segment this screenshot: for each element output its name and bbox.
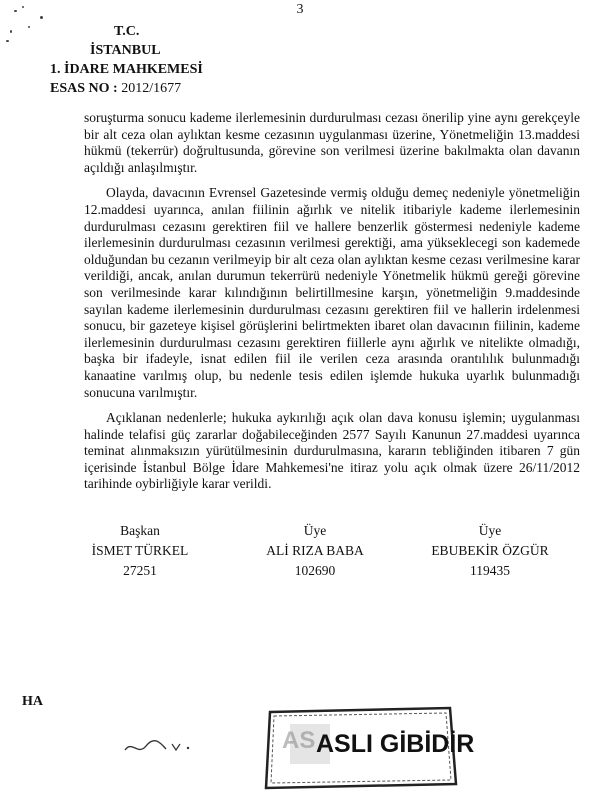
esas-number: 2012/1677	[121, 81, 182, 96]
paragraph-2: Olayda, davacının Evrensel Gazetesinde vermiş olduğu demeç nedeniyle yönetmeliğin 12.maddesi uyarınca, anılan fiilinin ağırlık ve nitelik itibariyle kademe ilerlemesinin durdurulması cezasını gerektiren fiil ve hallere benzerlik göstermesi nedeniyle kademe ilerlemesinin durdurulması cezasının verilmesi gerektiği, ama yükseklecegi son kademede olduğundan bu cezanın verilmeyip bir alt ceza olan aylıktan kesme cezası verilmesine karar verildiği, ancak, anılan durumun tekerrürü nedeniyle Yönetmelik hükmü gereği görevine son verilmesinde karar kılındığının belirtillmesine karşın, yönetmeliğin 9.maddesinde sayılan kademe ilerlemesinin durdurulması cezasını gerektiren fiil ve hallerin irdelenmesi sonucu, bir gazeteye kişisel görüşlerini belirtmekten ibaret olan davacının fiilinin, kademe ilerlemesinin durdurulması cezasını gerektiren fiillerle aynı ağırlık ve nitelikte olmadığı, başka bir ifadeyle, isnat edilen fiil ile verilen ceza arasında orantılılık bulunmadığı kanaatine varılmış olup, bu nedenle tesis edilen işlemde hukuka uyarlık bulunmadığı sonucuna varılmıştır.	[84, 185, 580, 400]
paragraph-1: soruşturma sonucu kademe ilerlemesinin durdurulması cezası önerilip yine aynı gerekçeyle bir alt ceza olan aylıktan kesme cezasının uygulanması üzerine, Yönetmeliğin 13.maddesi hükmü (tekerrür) doğrultusunda, görevine son verilmesi üzerine bakılmakta olan davanın açıldığı anlaşılmıştır.	[84, 110, 580, 175]
signature-name: ALİ RIZA BABA	[266, 543, 364, 558]
signature-number: 102690	[294, 563, 336, 578]
signature-uye-1	[225, 521, 405, 581]
page-number: 3	[296, 2, 304, 17]
header-tc: T.C.	[114, 24, 140, 39]
signature-name: EBUBEKİR ÖZGÜR	[431, 543, 549, 558]
signature-number: 119435	[470, 563, 510, 578]
document-header	[30, 22, 203, 98]
header-city: İSTANBUL	[90, 43, 161, 58]
certification-stamp: ASLI GİBİDİR	[316, 730, 475, 758]
signature-name: İSMET TÜRKEL	[91, 543, 189, 558]
header-esas	[30, 79, 203, 98]
paragraph-3: Açıklanan nedenlerle; hukuka aykırılığı açık olan dava konusu işlemin; uygulanması halinde telafisi güç zararlar doğabileceğinden 2577 Sayılı Kanunun 27.maddesi uyarınca teminat alınmaksızın yürütülmesinin durdurulmasına, kararın tebliğinden itibaren 7 gün içerisinde İstanbul Bölge İdare Mahkemesi'ne itiraz yolu açık olmak üzere 26/11/2012 tarihinde oybirliğiyle karar verildi.	[84, 410, 580, 492]
esas-label: ESAS NO :	[50, 81, 118, 96]
signature-role: Üye	[303, 523, 327, 538]
signature-role: Başkan	[120, 523, 160, 538]
signature-uye-2	[400, 521, 580, 581]
header-court: 1. İDARE MAHKEMESİ	[50, 62, 203, 77]
signature-baskan	[50, 521, 230, 581]
signature-number: 27251	[123, 563, 157, 578]
initials: HA	[22, 694, 43, 709]
signature-role: Üye	[478, 523, 502, 538]
stamp-faded-lettering: AS	[282, 727, 316, 754]
document-body	[84, 110, 580, 502]
handwritten-scribble	[120, 722, 220, 762]
